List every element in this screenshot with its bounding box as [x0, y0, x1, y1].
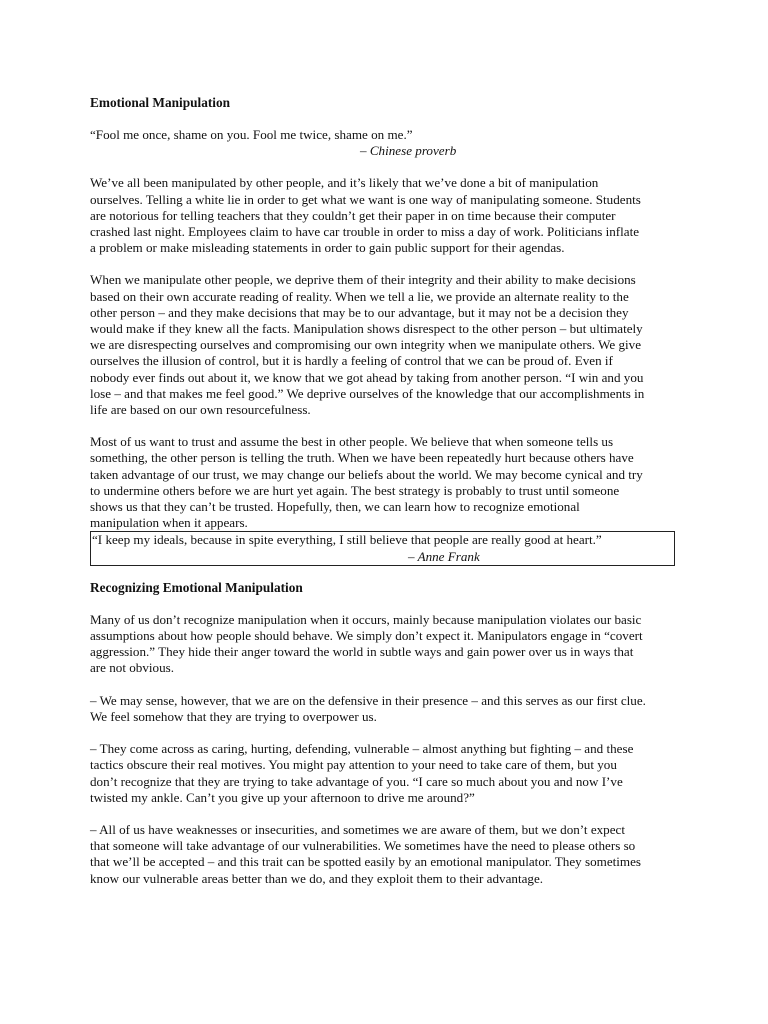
paragraph-4 [90, 612, 680, 677]
epigraph [90, 127, 680, 159]
text-line: ourselves. Telling a white lie in order to get what we want is one way of manipulating someone. Students [90, 191, 641, 207]
text-line: ourselves the illusion of control, but it is hardly a feeling of control that we can be proud of. Even if [90, 353, 613, 369]
text-line: – All of us have weaknesses or insecurities, and sometimes we are aware of them, but we don’t expect [90, 821, 625, 837]
text-line: nobody ever finds out about it, we know that we got ahead by taking from another person. “I win and you [90, 369, 644, 385]
text-line: taken advantage of our trust, we may change our beliefs about the world. We may become cynical and try [90, 466, 643, 482]
text-line: other person – and they make decisions that may be to our advantage, but it may not be a decision they [90, 304, 629, 320]
text-line: We feel somehow that they are trying to overpower us. [90, 708, 377, 724]
text-line: lose – and that makes me feel good.” We deprive ourselves of the knowledge that our accomplishments in [90, 385, 645, 401]
text-line: a problem or make misleading statements in order to gain public support for their agendas. [90, 240, 565, 256]
epigraph-quote: “Fool me once, shame on you. Fool me twice, shame on me.” [90, 127, 413, 142]
text-line: are notorious for telling teachers that they couldn’t get their paper in on time because their computer [90, 207, 616, 223]
text-line: twisted my ankle. Can’t you give up your afternoon to drive me around?” [90, 789, 475, 805]
text-line: based on their own accurate reading of reality. When we tell a lie, we provide an alternate reality to the [90, 288, 629, 304]
paragraph-7 [90, 822, 680, 887]
text-line: crashed last night. Employees claim to have car trouble in order to miss a day of work. Politicians inflate [90, 224, 640, 240]
paragraph-1 [90, 175, 680, 256]
epigraph-attribution: – Chinese proverb [360, 143, 457, 159]
text-line: to undermine others before we are hurt yet again. The best strategy is probably to trust until someone [90, 482, 620, 498]
text-line: Most of us want to trust and assume the best in other people. We believe that when someone tells us [90, 434, 614, 450]
text-line: manipulation when it appears. [90, 515, 248, 531]
paragraph-5 [90, 693, 680, 725]
text-line: know our vulnerable areas better than we do, and they exploit them to their advantage. [90, 870, 544, 886]
paragraph-3 [90, 434, 680, 531]
text-line: are not obvious. [90, 660, 175, 676]
text-line: tactics obscure their real motives. You might pay attention to your need to take care of them, but you [90, 757, 617, 773]
section-title-recognizing: Recognizing Emotional Manipulation [90, 579, 303, 595]
text-line: would make if they knew all the facts. Manipulation shows disrespect to the other person – but ultimately [90, 321, 643, 337]
text-line: shows us that they can’t be trusted. Hopefully, then, we can learn how to recognize emotional [90, 499, 580, 515]
document-page [90, 95, 680, 887]
paragraph-2 [90, 272, 680, 418]
paragraph-6 [90, 741, 680, 806]
text-line: – We may sense, however, that we are on the defensive in their presence – and this serves as our first clue. [90, 692, 646, 708]
text-line: that someone will take advantage of our vulnerabilities. We sometimes have the need to please others so [90, 838, 636, 854]
boxed-quote [90, 531, 675, 565]
text-line: aggression.” They hide their anger toward the world in subtle ways and gain power over us in ways that [90, 644, 634, 660]
text-line: Many of us don’t recognize manipulation when it occurs, mainly because manipulation violates our basic [90, 611, 642, 627]
text-line: something, the other person is telling the truth. When we have been repeatedly hurt because others have [90, 450, 634, 466]
text-line: We’ve all been manipulated by other people, and it’s likely that we’ve done a bit of manipulation [90, 175, 599, 191]
text-line: When we manipulate other people, we deprive them of their integrity and their ability to make decisions [90, 272, 636, 288]
text-line: that we’ll be accepted – and this trait can be spotted easily by an emotional manipulator. They sometimes [90, 854, 641, 870]
boxed-quote-attribution: – Anne Frank [408, 548, 480, 564]
text-line: we are disrespecting ourselves and compromising our own integrity when we manipulate others. We give [90, 337, 642, 353]
text-line: don’t recognize that they are trying to take advantage of you. “I care so much about you and now I’ve [90, 773, 623, 789]
section-title-emotional-manipulation: Emotional Manipulation [90, 95, 231, 110]
boxed-quote-text: “I keep my ideals, because in spite everything, I still believe that people are really good at heart.” [92, 532, 602, 548]
text-line: – They come across as caring, hurting, defending, vulnerable – almost anything but fighting – and these [90, 741, 634, 757]
text-line: life are based on our own resourcefulness. [90, 402, 311, 418]
text-line: assumptions about how people should behave. We simply don’t expect it. Manipulators engage in “covert [90, 628, 643, 644]
